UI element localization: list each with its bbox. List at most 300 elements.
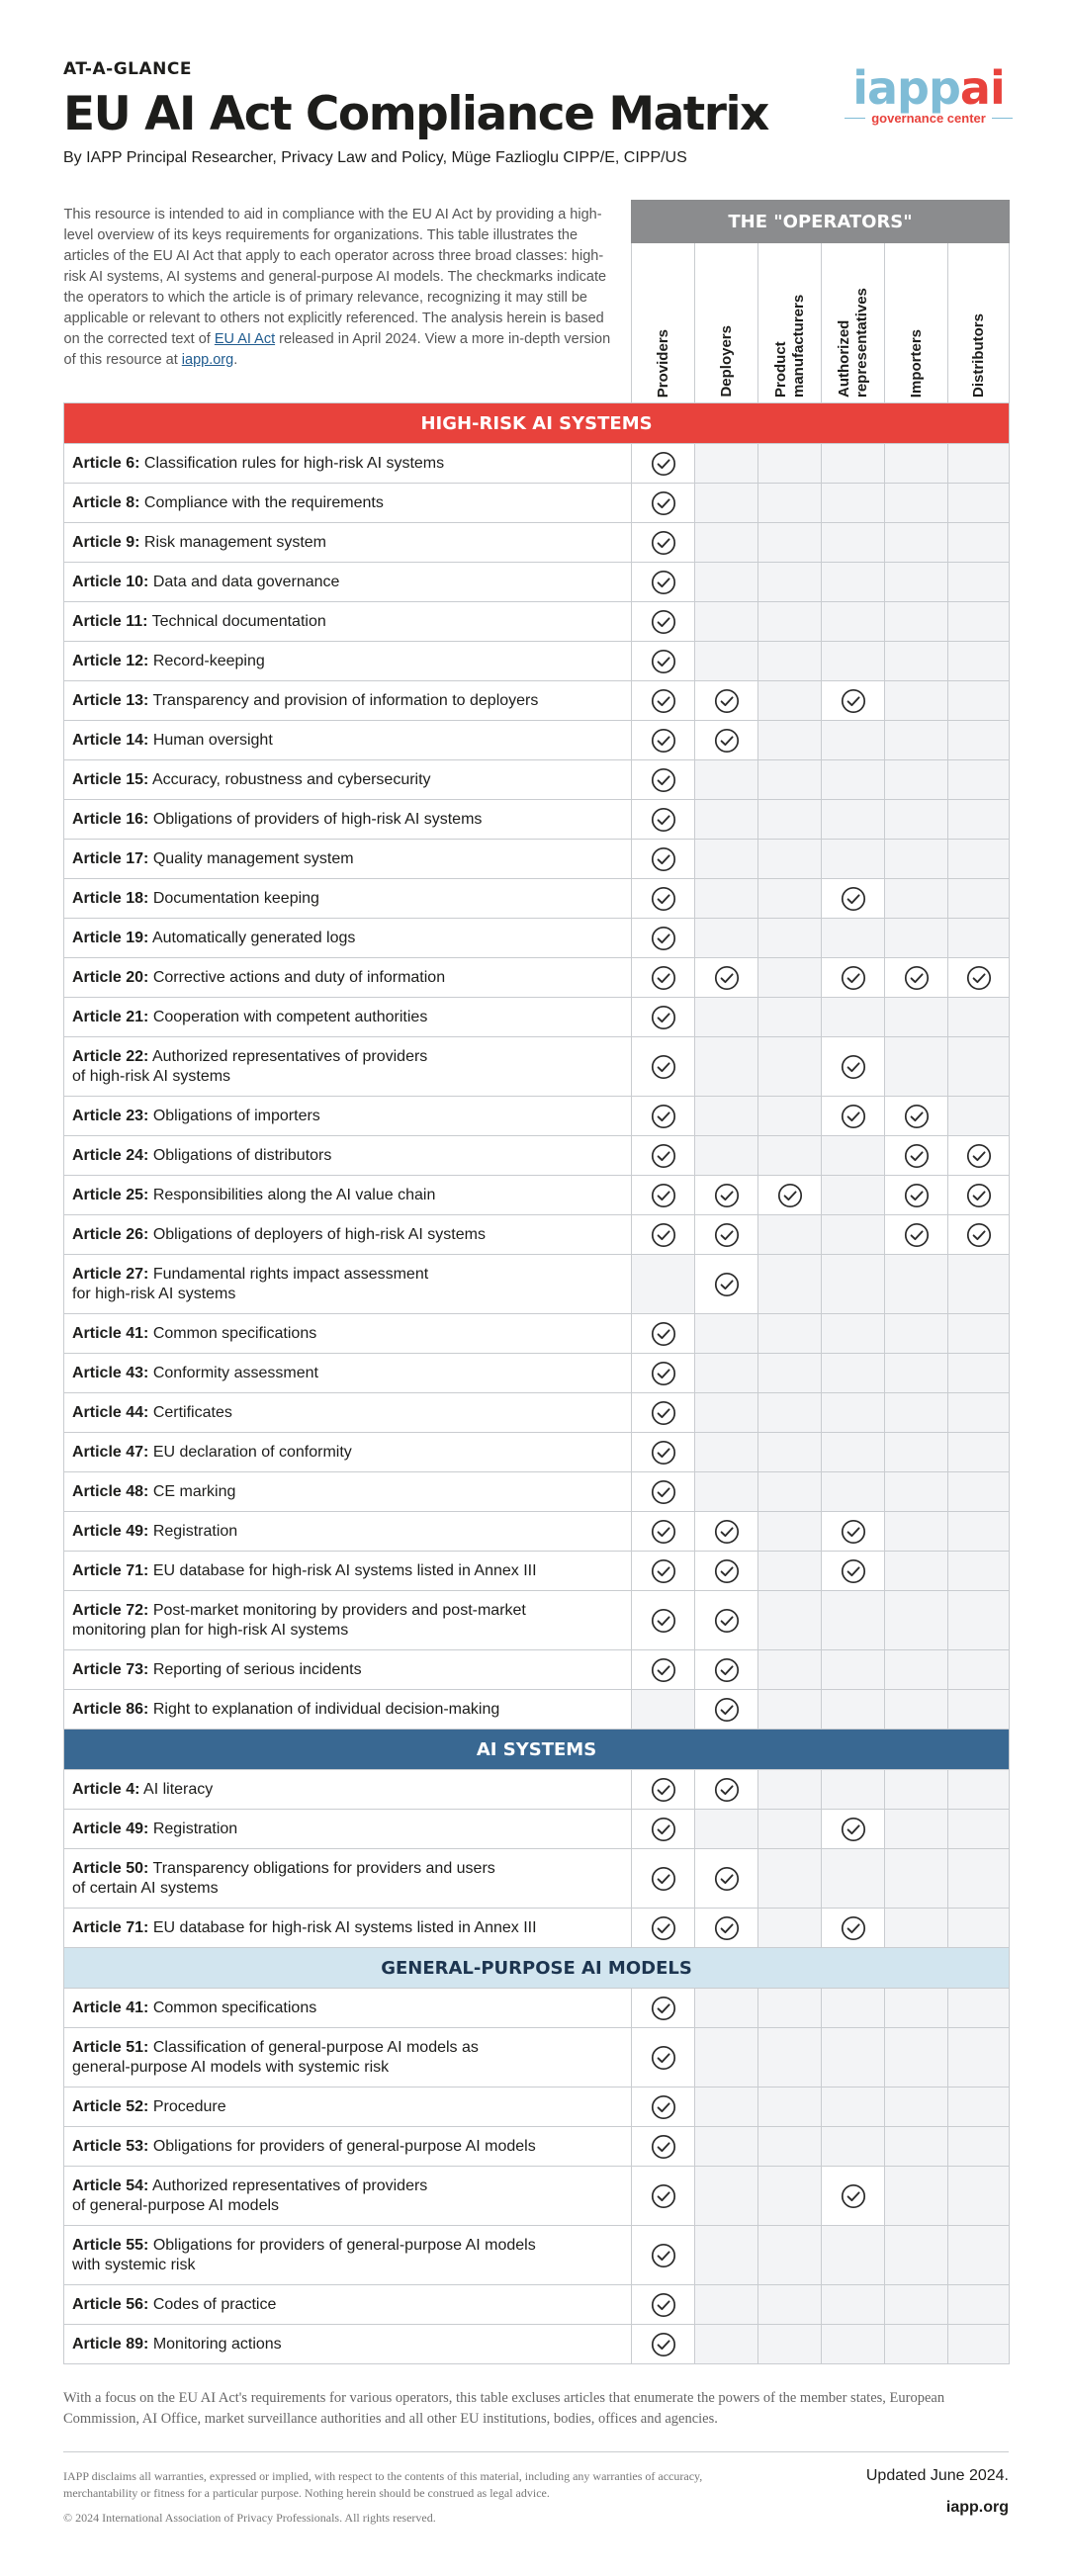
article-cell bbox=[64, 1989, 632, 2028]
empty-cell bbox=[758, 1591, 822, 1650]
empty-cell bbox=[758, 1989, 822, 2028]
empty-cell bbox=[948, 1989, 1010, 2028]
disclaimer: IAPP disclaims all warranties, expressed or implied, with respect to the contents of this material, including any warranties of accuracy, merchantability or fitness for a particular purpose. Nothing herein should be construed as legal advice. bbox=[63, 2469, 703, 2500]
article-title: Corrective actions and duty of information bbox=[152, 968, 446, 986]
article-number: Article 86: bbox=[72, 1700, 149, 1718]
article-number: Article 53: bbox=[72, 2137, 149, 2155]
check-cell bbox=[632, 523, 695, 563]
operator-header-product-manufacturers bbox=[758, 243, 822, 403]
article-cell bbox=[64, 919, 632, 958]
check-circle-icon bbox=[714, 1866, 740, 1892]
article-number: Article 41: bbox=[72, 1999, 149, 2016]
table-row bbox=[64, 1989, 1010, 2028]
empty-cell bbox=[758, 998, 822, 1037]
empty-cell bbox=[758, 919, 822, 958]
footnote: With a focus on the EU AI Act's requirements for various operators, this table excluses articles that enumerate the powers of the member states, European Commission, AI Office, market surveillance authorities and all other EU institutions, bodies, offices and agencies. bbox=[63, 2390, 945, 2427]
article-cell bbox=[64, 840, 632, 879]
empty-cell bbox=[758, 2028, 822, 2087]
article-cell bbox=[64, 760, 632, 800]
article-title: Obligations for providers of general-purpose AI models bbox=[152, 2137, 536, 2155]
empty-cell bbox=[948, 998, 1010, 1037]
check-cell bbox=[885, 1215, 948, 1255]
article-number: Article 52: bbox=[72, 2097, 149, 2115]
empty-cell bbox=[885, 721, 948, 760]
empty-cell bbox=[758, 1354, 822, 1393]
check-cell bbox=[632, 2226, 695, 2285]
check-circle-icon bbox=[841, 688, 866, 714]
empty-cell bbox=[948, 2226, 1010, 2285]
article-cell bbox=[64, 1690, 632, 1730]
article-number: Article 48: bbox=[72, 1482, 149, 1500]
check-cell bbox=[632, 919, 695, 958]
check-circle-icon bbox=[651, 451, 676, 477]
check-circle-icon bbox=[651, 570, 676, 595]
article-title: Obligations of deployers of high-risk AI systems bbox=[152, 1225, 486, 1243]
check-cell bbox=[632, 1591, 695, 1650]
article-title: EU database for high-risk AI systems listed in Annex III bbox=[152, 1561, 537, 1579]
check-circle-icon bbox=[841, 2183, 866, 2209]
table-row bbox=[64, 1512, 1010, 1552]
empty-cell bbox=[948, 1552, 1010, 1591]
empty-cell bbox=[695, 642, 758, 681]
article-title: Cooperation with competent authorities bbox=[152, 1008, 428, 1025]
article-cell bbox=[64, 1810, 632, 1849]
table-row bbox=[64, 642, 1010, 681]
empty-cell bbox=[885, 1512, 948, 1552]
check-circle-icon bbox=[841, 1104, 866, 1129]
empty-cell bbox=[822, 1176, 885, 1215]
check-cell bbox=[632, 1037, 695, 1097]
table-row bbox=[64, 721, 1010, 760]
article-cell bbox=[64, 444, 632, 484]
footer-divider bbox=[63, 2451, 1009, 2452]
check-circle-icon bbox=[651, 2045, 676, 2071]
empty-cell bbox=[758, 1393, 822, 1433]
article-number: Article 10: bbox=[72, 573, 149, 590]
check-circle-icon bbox=[651, 1005, 676, 1030]
check-circle-icon bbox=[966, 1183, 992, 1208]
table-row bbox=[64, 2028, 1010, 2087]
article-title-continued: with systemic risk bbox=[72, 2256, 196, 2273]
article-cell bbox=[64, 2127, 632, 2167]
check-circle-icon bbox=[651, 728, 676, 754]
check-cell bbox=[632, 2285, 695, 2325]
empty-cell bbox=[822, 1472, 885, 1512]
empty-cell bbox=[822, 1690, 885, 1730]
empty-cell bbox=[885, 1433, 948, 1472]
table-row bbox=[64, 2127, 1010, 2167]
table-row bbox=[64, 2325, 1010, 2364]
check-circle-icon bbox=[651, 1608, 676, 1634]
check-cell bbox=[632, 1215, 695, 1255]
check-cell bbox=[695, 958, 758, 998]
article-number: Article 18: bbox=[72, 889, 149, 907]
empty-cell bbox=[822, 721, 885, 760]
table-row bbox=[64, 602, 1010, 642]
empty-cell bbox=[885, 840, 948, 879]
empty-cell bbox=[758, 602, 822, 642]
empty-cell bbox=[822, 2127, 885, 2167]
check-cell bbox=[632, 681, 695, 721]
check-cell bbox=[632, 1989, 695, 2028]
table-row bbox=[64, 879, 1010, 919]
operator-label: Providers bbox=[654, 328, 671, 398]
check-cell bbox=[948, 958, 1010, 998]
check-circle-icon bbox=[651, 1143, 676, 1169]
table-row bbox=[64, 998, 1010, 1037]
check-circle-icon bbox=[651, 1817, 676, 1842]
table-row bbox=[64, 1690, 1010, 1730]
article-number: Article 9: bbox=[72, 533, 140, 551]
check-circle-icon bbox=[714, 1777, 740, 1803]
table-row bbox=[64, 1255, 1010, 1314]
article-number: Article 14: bbox=[72, 731, 149, 749]
check-cell bbox=[632, 1849, 695, 1909]
table-row bbox=[64, 681, 1010, 721]
empty-cell bbox=[695, 563, 758, 602]
article-cell bbox=[64, 1215, 632, 1255]
operator-header-importers bbox=[885, 243, 948, 403]
article-title: Data and data governance bbox=[152, 573, 340, 590]
check-circle-icon bbox=[651, 886, 676, 912]
article-number: Article 24: bbox=[72, 1146, 149, 1164]
empty-cell bbox=[885, 1770, 948, 1810]
empty-cell bbox=[758, 523, 822, 563]
article-title: Procedure bbox=[152, 2097, 226, 2115]
check-circle-icon bbox=[651, 1400, 676, 1426]
check-circle-icon bbox=[714, 1697, 740, 1723]
article-number: Article 49: bbox=[72, 1820, 149, 1837]
table-row bbox=[64, 1393, 1010, 1433]
empty-cell bbox=[758, 1849, 822, 1909]
article-cell bbox=[64, 1591, 632, 1650]
check-circle-icon bbox=[904, 1104, 930, 1129]
article-number: Article 11: bbox=[72, 612, 148, 630]
empty-cell bbox=[758, 2325, 822, 2364]
check-circle-icon bbox=[651, 1054, 676, 1080]
article-title: Technical documentation bbox=[151, 612, 326, 630]
check-cell bbox=[822, 1037, 885, 1097]
empty-cell bbox=[758, 1909, 822, 1948]
article-cell bbox=[64, 1097, 632, 1136]
article-number: Article 89: bbox=[72, 2335, 149, 2353]
check-cell bbox=[695, 1849, 758, 1909]
empty-cell bbox=[822, 1849, 885, 1909]
check-circle-icon bbox=[841, 1817, 866, 1842]
check-circle-icon bbox=[777, 1183, 803, 1208]
table-row bbox=[64, 760, 1010, 800]
check-circle-icon bbox=[841, 886, 866, 912]
table-row bbox=[64, 1770, 1010, 1810]
article-number: Article 27: bbox=[72, 1265, 149, 1283]
empty-cell bbox=[948, 1591, 1010, 1650]
empty-cell bbox=[758, 2087, 822, 2127]
article-title: Compliance with the requirements bbox=[143, 493, 384, 511]
check-cell bbox=[632, 2127, 695, 2167]
check-cell bbox=[695, 1690, 758, 1730]
iapp-org-link[interactable]: iapp.org bbox=[181, 351, 234, 368]
table-row bbox=[64, 919, 1010, 958]
check-cell bbox=[695, 1770, 758, 1810]
article-title: Common specifications bbox=[152, 1324, 317, 1342]
check-circle-icon bbox=[651, 807, 676, 833]
check-circle-icon bbox=[841, 965, 866, 991]
check-circle-icon bbox=[714, 965, 740, 991]
article-title: Codes of practice bbox=[152, 2295, 277, 2313]
logo-wordmark bbox=[845, 63, 1013, 113]
check-circle-icon bbox=[714, 1558, 740, 1584]
table-row bbox=[64, 1136, 1010, 1176]
site-link[interactable]: iapp.org bbox=[945, 2499, 1009, 2516]
eyebrow-label: AT-A-GLANCE bbox=[63, 59, 192, 79]
check-cell bbox=[632, 1393, 695, 1433]
check-circle-icon bbox=[714, 1272, 740, 1297]
empty-cell bbox=[948, 840, 1010, 879]
logo-subtitle-text: governance center bbox=[871, 111, 986, 126]
article-title: Certificates bbox=[152, 1403, 232, 1421]
check-circle-icon bbox=[714, 1183, 740, 1208]
empty-cell bbox=[695, 2127, 758, 2167]
table-row bbox=[64, 1472, 1010, 1512]
empty-cell bbox=[948, 1690, 1010, 1730]
check-circle-icon bbox=[904, 965, 930, 991]
check-circle-icon bbox=[651, 530, 676, 556]
check-cell bbox=[948, 1215, 1010, 1255]
empty-cell bbox=[822, 1650, 885, 1690]
empty-cell bbox=[822, 998, 885, 1037]
empty-cell bbox=[948, 563, 1010, 602]
check-cell bbox=[822, 681, 885, 721]
empty-cell bbox=[695, 1810, 758, 1849]
check-circle-icon bbox=[966, 1143, 992, 1169]
empty-cell bbox=[885, 800, 948, 840]
article-cell bbox=[64, 2325, 632, 2364]
article-number: Article 51: bbox=[72, 2038, 149, 2056]
check-cell bbox=[632, 1176, 695, 1215]
empty-cell bbox=[822, 2285, 885, 2325]
article-cell bbox=[64, 721, 632, 760]
check-circle-icon bbox=[714, 1608, 740, 1634]
check-circle-icon bbox=[904, 1143, 930, 1169]
empty-cell bbox=[948, 2167, 1010, 2226]
check-circle-icon bbox=[651, 1104, 676, 1129]
empty-cell bbox=[695, 602, 758, 642]
empty-cell bbox=[948, 721, 1010, 760]
check-cell bbox=[632, 2325, 695, 2364]
empty-cell bbox=[632, 1255, 695, 1314]
article-cell bbox=[64, 1393, 632, 1433]
check-cell bbox=[632, 998, 695, 1037]
article-title: Risk management system bbox=[143, 533, 326, 551]
article-cell bbox=[64, 1909, 632, 1948]
empty-cell bbox=[695, 1314, 758, 1354]
check-cell bbox=[632, 1354, 695, 1393]
table-row bbox=[64, 484, 1010, 523]
article-title-continued: of high-risk AI systems bbox=[72, 1067, 231, 1085]
empty-cell bbox=[822, 563, 885, 602]
empty-cell bbox=[695, 1433, 758, 1472]
check-circle-icon bbox=[651, 1361, 676, 1386]
empty-cell bbox=[948, 523, 1010, 563]
table-row bbox=[64, 523, 1010, 563]
check-circle-icon bbox=[714, 1915, 740, 1941]
empty-cell bbox=[885, 2127, 948, 2167]
empty-cell bbox=[948, 800, 1010, 840]
empty-cell bbox=[885, 602, 948, 642]
empty-cell bbox=[822, 800, 885, 840]
article-cell bbox=[64, 1650, 632, 1690]
check-circle-icon bbox=[714, 1222, 740, 1248]
article-title: Transparency obligations for providers and users bbox=[152, 1859, 495, 1877]
empty-cell bbox=[758, 1472, 822, 1512]
empty-cell bbox=[758, 958, 822, 998]
article-number: Article 21: bbox=[72, 1008, 149, 1025]
table-row bbox=[64, 1552, 1010, 1591]
intro-text-part3: . bbox=[233, 351, 238, 368]
article-number: Article 44: bbox=[72, 1403, 149, 1421]
empty-cell bbox=[885, 1591, 948, 1650]
check-cell bbox=[822, 1512, 885, 1552]
article-cell bbox=[64, 998, 632, 1037]
logo-word-iapp: iapp bbox=[852, 61, 960, 115]
empty-cell bbox=[885, 2028, 948, 2087]
article-title: Obligations of providers of high-risk AI systems bbox=[152, 810, 483, 828]
article-cell bbox=[64, 1849, 632, 1909]
check-cell bbox=[822, 1097, 885, 1136]
check-circle-icon bbox=[651, 1558, 676, 1584]
article-title: Fundamental rights impact assessment bbox=[152, 1265, 429, 1283]
article-cell bbox=[64, 1552, 632, 1591]
article-cell bbox=[64, 879, 632, 919]
empty-cell bbox=[822, 1591, 885, 1650]
empty-cell bbox=[695, 1097, 758, 1136]
table-row bbox=[64, 2167, 1010, 2226]
empty-cell bbox=[758, 681, 822, 721]
check-cell bbox=[758, 1176, 822, 1215]
empty-cell bbox=[758, 2167, 822, 2226]
empty-cell bbox=[822, 919, 885, 958]
empty-cell bbox=[948, 444, 1010, 484]
empty-cell bbox=[948, 1037, 1010, 1097]
section-header-row bbox=[64, 1948, 1010, 1989]
empty-cell bbox=[948, 1849, 1010, 1909]
operator-label: Authorized representatives bbox=[835, 288, 870, 398]
check-cell bbox=[885, 1136, 948, 1176]
check-cell bbox=[632, 879, 695, 919]
iapp-ai-logo[interactable] bbox=[845, 63, 1013, 126]
section-title: GENERAL-PURPOSE AI MODELS bbox=[64, 1948, 1010, 1989]
article-title: AI literacy bbox=[143, 1780, 214, 1798]
article-cell bbox=[64, 602, 632, 642]
article-cell bbox=[64, 1512, 632, 1552]
check-circle-icon bbox=[714, 688, 740, 714]
empty-cell bbox=[822, 523, 885, 563]
operators-heading: THE "OPERATORS" bbox=[632, 201, 1010, 243]
empty-cell bbox=[885, 1909, 948, 1948]
empty-cell bbox=[822, 1215, 885, 1255]
article-number: Article 23: bbox=[72, 1107, 149, 1124]
article-title: Registration bbox=[152, 1522, 238, 1540]
empty-cell bbox=[695, 2226, 758, 2285]
check-cell bbox=[632, 484, 695, 523]
empty-cell bbox=[885, 484, 948, 523]
table-row bbox=[64, 2087, 1010, 2127]
check-cell bbox=[632, 1552, 695, 1591]
empty-cell bbox=[758, 1433, 822, 1472]
article-number: Article 50: bbox=[72, 1859, 149, 1877]
article-number: Article 17: bbox=[72, 849, 149, 867]
section-header-row bbox=[64, 403, 1010, 444]
empty-cell bbox=[885, 2285, 948, 2325]
check-cell bbox=[632, 1433, 695, 1472]
empty-cell bbox=[885, 1690, 948, 1730]
empty-cell bbox=[948, 1314, 1010, 1354]
operator-label: Distributors bbox=[969, 312, 987, 398]
table-row bbox=[64, 2285, 1010, 2325]
article-title: Authorized representatives of providers bbox=[151, 1047, 428, 1065]
empty-cell bbox=[695, 1989, 758, 2028]
empty-cell bbox=[822, 2325, 885, 2364]
article-title: Responsibilities along the AI value chain bbox=[152, 1186, 436, 1203]
article-number: Article 22: bbox=[72, 1047, 149, 1065]
empty-cell bbox=[758, 563, 822, 602]
empty-cell bbox=[758, 1255, 822, 1314]
article-cell bbox=[64, 2226, 632, 2285]
article-title: Authorized representatives of providers bbox=[151, 2176, 428, 2194]
empty-cell bbox=[822, 2087, 885, 2127]
empty-cell bbox=[695, 760, 758, 800]
article-number: Article 20: bbox=[72, 968, 149, 986]
check-cell bbox=[695, 681, 758, 721]
article-cell bbox=[64, 563, 632, 602]
article-cell bbox=[64, 1037, 632, 1097]
article-title: Documentation keeping bbox=[152, 889, 319, 907]
empty-cell bbox=[695, 998, 758, 1037]
empty-cell bbox=[695, 1037, 758, 1097]
check-circle-icon bbox=[651, 609, 676, 635]
check-circle-icon bbox=[714, 1657, 740, 1683]
empty-cell bbox=[948, 642, 1010, 681]
article-number: Article 19: bbox=[72, 929, 149, 946]
empty-cell bbox=[885, 1849, 948, 1909]
empty-cell bbox=[948, 1512, 1010, 1552]
article-cell bbox=[64, 484, 632, 523]
intro-text-part1: This resource is intended to aid in compliance with the EU AI Act by providing a high-level overview of its keys requirements for organizations. This table illustrates the articles of the EU AI Act that apply to each operator across three broad classes: high-risk AI systems, AI systems and general-purpose AI models. The checkmarks indicate the operators to which the article is of primary relevance, recognizing it may still be applicable or relevant to others not explicitly referenced. The analysis herein is based on the corrected text of bbox=[63, 206, 607, 347]
empty-cell bbox=[822, 484, 885, 523]
empty-cell bbox=[885, 642, 948, 681]
article-cell bbox=[64, 958, 632, 998]
empty-cell bbox=[885, 998, 948, 1037]
empty-cell bbox=[822, 1393, 885, 1433]
eu-ai-act-link[interactable]: EU AI Act bbox=[214, 330, 276, 347]
check-circle-icon bbox=[651, 2292, 676, 2318]
empty-cell bbox=[695, 2028, 758, 2087]
check-cell bbox=[632, 721, 695, 760]
article-title-continued: general-purpose AI models with systemic risk bbox=[72, 2058, 390, 2076]
check-circle-icon bbox=[651, 2134, 676, 2160]
article-title: Conformity assessment bbox=[152, 1364, 318, 1381]
check-cell bbox=[695, 1552, 758, 1591]
article-number: Article 72: bbox=[72, 1601, 149, 1619]
empty-cell bbox=[948, 1650, 1010, 1690]
article-title: Automatically generated logs bbox=[151, 929, 356, 946]
article-number: Article 13: bbox=[72, 691, 149, 709]
table-row bbox=[64, 958, 1010, 998]
article-cell bbox=[64, 800, 632, 840]
check-cell bbox=[632, 602, 695, 642]
byline: By IAPP Principal Researcher, Privacy Law and Policy, Müge Fazlioglu CIPP/E, CIPP/US bbox=[63, 149, 687, 166]
article-cell bbox=[64, 642, 632, 681]
